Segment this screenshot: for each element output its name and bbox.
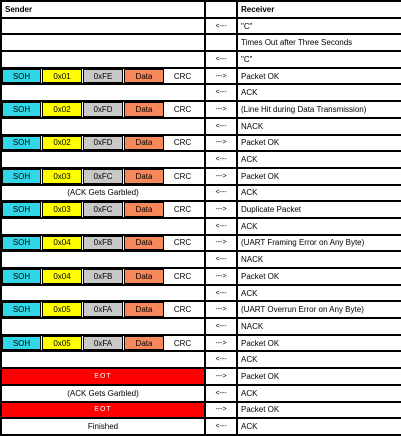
sender-note: Finished xyxy=(87,422,119,432)
direction-arrow: ---> xyxy=(206,269,236,284)
receiver-cell: NACK xyxy=(238,119,401,134)
table-row xyxy=(2,252,401,267)
receiver-cell: Packet OK xyxy=(238,336,401,351)
data-field: Data xyxy=(124,169,164,184)
receiver-cell: Packet OK xyxy=(238,69,401,84)
crc-field: CRC xyxy=(173,338,192,348)
sender-cell xyxy=(2,352,204,367)
block-number-field: 0x04 xyxy=(42,269,82,284)
receiver-cell: ACK xyxy=(238,219,401,234)
crc-field: CRC xyxy=(173,305,192,315)
block-complement-field: 0xFB xyxy=(83,236,123,251)
block-complement-field: 0xFB xyxy=(83,269,123,284)
table-row xyxy=(2,85,401,100)
direction-arrow: ---> xyxy=(206,202,236,217)
sender-cell xyxy=(2,136,204,151)
table-row xyxy=(2,69,401,84)
soh-field: SOH xyxy=(2,336,41,351)
header-row xyxy=(2,2,401,17)
sender-header: Sender xyxy=(2,2,204,17)
receiver-cell: ACK xyxy=(238,286,401,301)
table-row xyxy=(2,35,401,50)
block-number-field: 0x05 xyxy=(42,336,82,351)
data-field: Data xyxy=(124,336,164,351)
crc-field: CRC xyxy=(173,238,192,248)
receiver-header: Receiver xyxy=(238,2,401,17)
sender-cell xyxy=(2,286,204,301)
table-row xyxy=(2,152,401,167)
block-number-field: 0x04 xyxy=(42,236,82,251)
sender-cell xyxy=(2,119,204,134)
direction-arrow: ---> xyxy=(206,169,236,184)
sender-cell xyxy=(2,386,204,401)
receiver-cell: ACK xyxy=(238,152,401,167)
table-row xyxy=(2,136,401,151)
packet-fields xyxy=(2,302,204,317)
table-row xyxy=(2,236,401,251)
eot-field: EOT xyxy=(94,372,112,380)
table-row xyxy=(2,336,401,351)
block-number-field: 0x02 xyxy=(42,136,82,151)
receiver-cell: ACK xyxy=(238,352,401,367)
data-field: Data xyxy=(124,136,164,151)
packet-fields xyxy=(2,102,204,117)
table-row xyxy=(2,386,401,401)
soh-field: SOH xyxy=(2,136,41,151)
receiver-cell: (UART Overrun Error on Any Byte) xyxy=(238,302,401,317)
receiver-cell: "C" xyxy=(238,52,401,67)
data-field: Data xyxy=(124,69,164,84)
block-complement-field: 0xFA xyxy=(83,302,123,317)
data-field: Data xyxy=(124,302,164,317)
sender-note: (ACK Gets Garbled) xyxy=(67,188,139,198)
receiver-cell: ACK xyxy=(238,419,401,434)
receiver-cell: (UART Framing Error on Any Byte) xyxy=(238,236,401,251)
table-row xyxy=(2,219,401,234)
data-field: Data xyxy=(124,102,164,117)
soh-field: SOH xyxy=(2,302,41,317)
sender-cell xyxy=(2,302,204,317)
crc-field: CRC xyxy=(173,171,192,181)
direction-arrow: ---> xyxy=(206,302,236,317)
data-field: Data xyxy=(124,236,164,251)
sender-cell xyxy=(2,269,204,284)
receiver-cell: Times Out after Three Seconds xyxy=(238,35,401,50)
receiver-cell: Packet OK xyxy=(238,269,401,284)
receiver-cell: ACK xyxy=(238,186,401,201)
packet-fields xyxy=(2,69,204,84)
crc-field: CRC xyxy=(173,271,192,281)
direction-arrow: <--- xyxy=(206,319,236,334)
direction-arrow: <--- xyxy=(206,152,236,167)
sender-cell xyxy=(2,52,204,67)
table-row xyxy=(2,19,401,34)
direction-arrow: <--- xyxy=(206,386,236,401)
direction-arrow: <--- xyxy=(206,19,236,34)
receiver-cell: (Line Hit during Data Transmission) xyxy=(238,102,401,117)
sender-cell xyxy=(2,419,204,434)
table-row xyxy=(2,352,401,367)
block-complement-field: 0xFD xyxy=(83,102,123,117)
soh-field: SOH xyxy=(2,269,41,284)
direction-arrow: ---> xyxy=(206,236,236,251)
soh-field: SOH xyxy=(2,69,41,84)
receiver-cell: Packet OK xyxy=(238,169,401,184)
table-row xyxy=(2,286,401,301)
sender-cell xyxy=(2,152,204,167)
sender-cell xyxy=(2,403,204,418)
sender-cell xyxy=(2,35,204,50)
block-number-field: 0x01 xyxy=(42,69,82,84)
table-row xyxy=(2,169,401,184)
direction-arrow: <--- xyxy=(206,286,236,301)
sender-cell xyxy=(2,85,204,100)
sender-cell xyxy=(2,169,204,184)
block-number-field: 0x02 xyxy=(42,102,82,117)
sender-cell xyxy=(2,19,204,34)
direction-arrow: ---> xyxy=(206,102,236,117)
table-row xyxy=(2,369,401,384)
table-row xyxy=(2,269,401,284)
data-field: Data xyxy=(124,269,164,284)
sender-cell xyxy=(2,202,204,217)
receiver-cell: ACK xyxy=(238,85,401,100)
direction-arrow: <--- xyxy=(206,219,236,234)
block-complement-field: 0xFC xyxy=(83,169,123,184)
eot-field: EOT xyxy=(94,406,112,414)
table-row xyxy=(2,102,401,117)
direction-arrow: ---> xyxy=(206,136,236,151)
soh-field: SOH xyxy=(2,102,41,117)
receiver-cell: Packet OK xyxy=(238,369,401,384)
sender-cell xyxy=(2,69,204,84)
table-row xyxy=(2,119,401,134)
table-row xyxy=(2,319,401,334)
receiver-cell: NACK xyxy=(238,319,401,334)
crc-field: CRC xyxy=(173,104,192,114)
direction-arrow: ---> xyxy=(206,69,236,84)
packet-fields xyxy=(2,136,204,151)
direction-arrow: ---> xyxy=(206,369,236,384)
table-row xyxy=(2,202,401,217)
direction-header xyxy=(206,2,236,17)
direction-arrow: ---> xyxy=(206,403,236,418)
receiver-cell: NACK xyxy=(238,252,401,267)
sender-cell xyxy=(2,336,204,351)
packet-fields xyxy=(2,236,204,251)
packet-fields xyxy=(2,169,204,184)
sender-cell xyxy=(2,186,204,201)
direction-arrow xyxy=(206,35,236,50)
soh-field: SOH xyxy=(2,169,41,184)
receiver-cell: Duplicate Packet xyxy=(238,202,401,217)
table-row xyxy=(2,302,401,317)
sender-note: (ACK Gets Garbled) xyxy=(67,388,139,398)
crc-field: CRC xyxy=(173,71,192,81)
table-row xyxy=(2,52,401,67)
crc-field: CRC xyxy=(173,138,192,148)
sender-cell xyxy=(2,252,204,267)
sender-cell xyxy=(2,369,204,384)
soh-field: SOH xyxy=(2,202,41,217)
packet-fields xyxy=(2,202,204,217)
block-complement-field: 0xFE xyxy=(83,69,123,84)
table-row xyxy=(2,403,401,418)
direction-arrow: ---> xyxy=(206,336,236,351)
table-row xyxy=(2,419,401,434)
receiver-cell: Packet OK xyxy=(238,136,401,151)
block-complement-field: 0xFC xyxy=(83,202,123,217)
receiver-cell: Packet OK xyxy=(238,403,401,418)
sender-cell xyxy=(2,319,204,334)
packet-fields xyxy=(2,336,204,351)
sender-cell xyxy=(2,219,204,234)
direction-arrow: <--- xyxy=(206,85,236,100)
sender-cell xyxy=(2,102,204,117)
block-complement-field: 0xFD xyxy=(83,136,123,151)
direction-arrow: <--- xyxy=(206,52,236,67)
receiver-cell: ACK xyxy=(238,386,401,401)
table-row xyxy=(2,186,401,201)
block-number-field: 0x05 xyxy=(42,302,82,317)
direction-arrow: <--- xyxy=(206,119,236,134)
block-number-field: 0x03 xyxy=(42,202,82,217)
soh-field: SOH xyxy=(2,236,41,251)
packet-fields xyxy=(2,269,204,284)
direction-arrow: <--- xyxy=(206,252,236,267)
block-number-field: 0x03 xyxy=(42,169,82,184)
direction-arrow: <--- xyxy=(206,419,236,434)
receiver-cell: "C" xyxy=(238,19,401,34)
block-complement-field: 0xFA xyxy=(83,336,123,351)
direction-arrow: <--- xyxy=(206,352,236,367)
data-field: Data xyxy=(124,202,164,217)
direction-arrow: <--- xyxy=(206,186,236,201)
crc-field: CRC xyxy=(173,205,192,215)
sender-cell xyxy=(2,236,204,251)
